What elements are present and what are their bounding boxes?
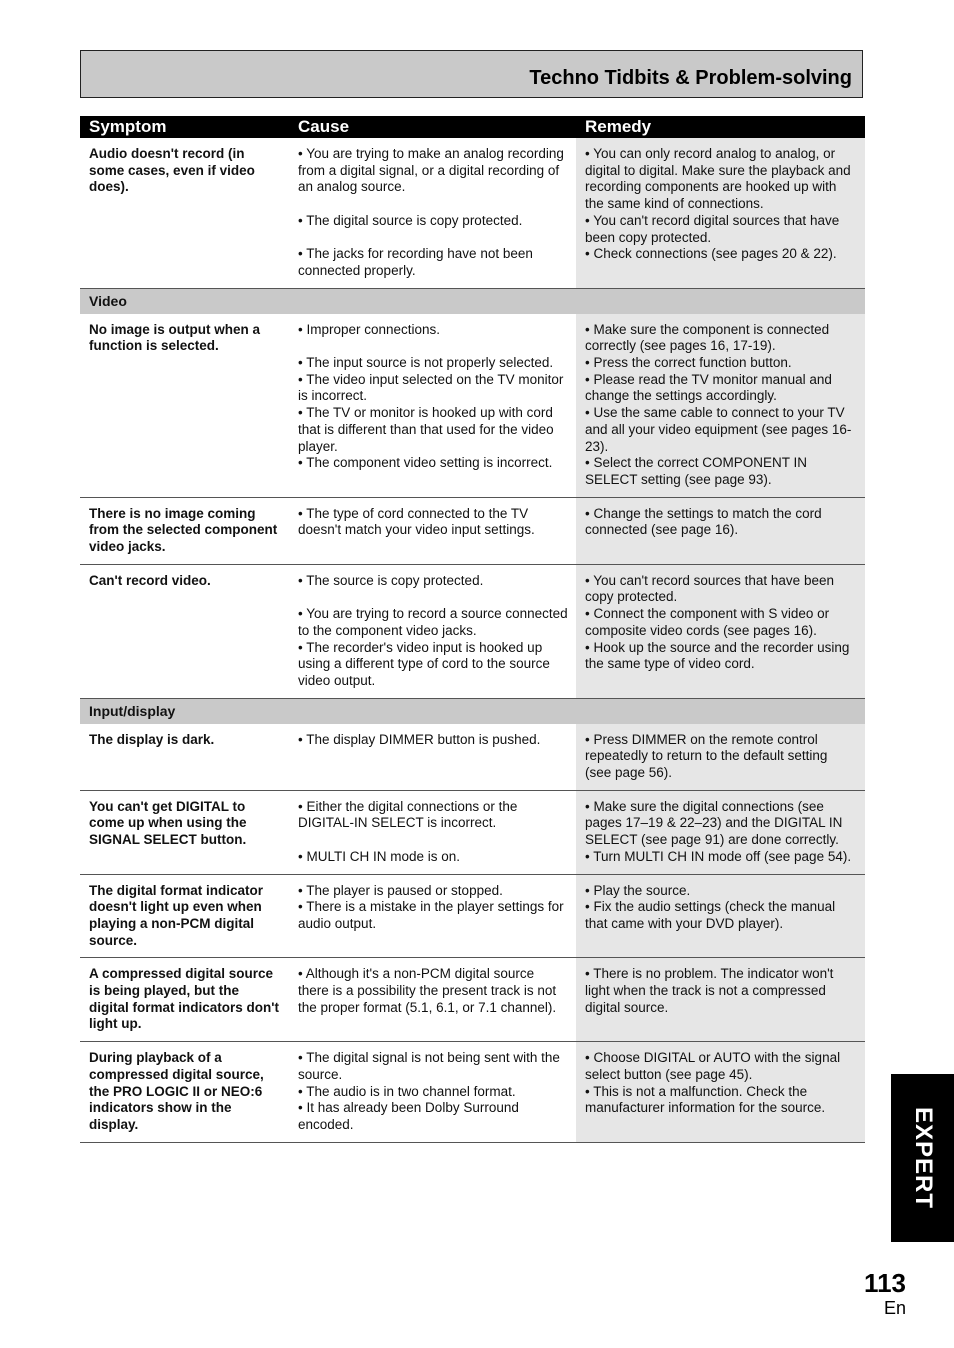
table-row xyxy=(80,314,865,498)
cause-cell xyxy=(289,874,576,958)
column-header-remedy: Remedy xyxy=(576,116,865,138)
table-row xyxy=(80,958,865,1042)
remedy-item: • Play the source. xyxy=(585,882,691,898)
page-number: 113 xyxy=(864,1268,906,1298)
remedy-item: • Hook up the source and the recorder using the same type of video cord. xyxy=(585,639,850,672)
remedy-item: • You can't record sources that have been copy protected. xyxy=(585,572,834,605)
cause-item: • The TV or monitor is hooked up with cord that is different than that used for the video player. xyxy=(298,405,554,454)
section-row xyxy=(80,288,865,314)
symptom-cell: You can't get DIGITAL to come up when using the SIGNAL SELECT button. xyxy=(80,790,289,874)
remedy-item: • Press the correct function button. xyxy=(585,355,792,370)
symptom-cell: The digital format indicator doesn't light up even when playing a non-PCM digital source. xyxy=(80,874,289,958)
cause-cell xyxy=(289,497,576,564)
cause-item: • Improper connections. xyxy=(298,321,441,337)
remedy-cell xyxy=(576,564,865,698)
spacer xyxy=(298,832,568,849)
cause-item: • The type of cord connected to the TV doesn't match your video input settings. xyxy=(298,505,535,538)
remedy-item: • Please read the TV monitor manual and change the settings accordingly. xyxy=(585,371,832,404)
section-row xyxy=(80,698,865,724)
cause-item: • The source is copy protected. xyxy=(298,572,484,588)
remedy-cell xyxy=(576,958,865,1042)
remedy-item: • Select the correct COMPONENT IN SELECT setting (see page 93). xyxy=(585,455,808,487)
cause-cell xyxy=(289,1042,576,1143)
symptom-cell: There is no image coming from the selected component video jacks. xyxy=(80,497,289,564)
remedy-item: • Check connections (see pages 20 & 22). xyxy=(585,246,837,262)
remedy-item: • Press DIMMER on the remote control repeatedly to return to the default setting (see page 56). xyxy=(585,731,828,781)
cause-item: • The audio is in two channel format. xyxy=(298,1083,516,1099)
cause-item: • The recorder's video input is hooked up using a different type of cord to the source video output. xyxy=(298,639,550,688)
troubleshooting-table xyxy=(80,116,865,1143)
remedy-cell xyxy=(576,497,865,564)
cause-item: • The component video setting is incorrect. xyxy=(298,455,553,471)
remedy-item: • This is not a malfunction. Check the manufacturer information for the source. xyxy=(585,1083,826,1116)
table-row xyxy=(80,564,865,698)
symptom-cell: Audio doesn't record (in some cases, even if video does). xyxy=(80,138,289,288)
table-body xyxy=(80,138,865,1142)
table-row xyxy=(80,724,865,791)
cause-item: • The video input selected on the TV monitor is incorrect. xyxy=(298,371,564,404)
cause-item: • There is a mistake in the player settings for audio output. xyxy=(298,899,564,931)
remedy-item: • Make sure the digital connections (see pages 17–19 & 22–23) and the DIGITAL IN SELECT (see page 91) are done correctly. xyxy=(585,798,843,848)
remedy-cell xyxy=(576,874,865,958)
remedy-item: • Make sure the component is connected correctly (see pages 16, 17-19). xyxy=(585,321,830,354)
column-header-cause: Cause xyxy=(289,116,576,138)
cause-cell xyxy=(289,314,576,498)
spacer xyxy=(298,230,568,247)
symptom-cell: A compressed digital source is being played, but the digital format indicators don't light up. xyxy=(80,958,289,1042)
cause-cell xyxy=(289,958,576,1042)
symptom-cell: No image is output when a function is selected. xyxy=(80,314,289,498)
remedy-cell xyxy=(576,1042,865,1143)
table-header-row xyxy=(80,116,865,138)
cause-item: • Although it's a non-PCM digital source there is a possibility the present track is not the proper format (5.1, 6.1, or 7.1 channel). xyxy=(298,966,557,1015)
section-header xyxy=(80,50,863,98)
cause-cell xyxy=(289,724,576,791)
remedy-cell xyxy=(576,138,865,288)
remedy-item: • Fix the audio settings (check the manual that came with your DVD player). xyxy=(585,899,836,931)
table-row xyxy=(80,874,865,958)
cause-cell xyxy=(289,564,576,698)
table-row xyxy=(80,138,865,288)
cause-item: • It has already been Dolby Surround encoded. xyxy=(298,1100,519,1132)
remedy-item: • Turn MULTI CH IN mode off (see page 54). xyxy=(585,848,852,864)
cause-item: • The input source is not properly selected. xyxy=(298,354,554,370)
symptom-cell: During playback of a compressed digital source, the PRO LOGIC II or NEO:6 indicators show in the display. xyxy=(80,1042,289,1143)
cause-item: • MULTI CH IN mode is on. xyxy=(298,848,461,864)
cause-item: • You are trying to record a source connected to the component video jacks. xyxy=(298,606,568,638)
cause-cell xyxy=(289,138,576,288)
spacer xyxy=(298,338,568,355)
cause-item: • You are trying to make an analog recording from a digital signal, or a digital recording of an analog source. xyxy=(298,146,564,195)
remedy-item: • You can only record analog to analog, or digital to digital. Make sure the playback and recording components are hooked up with the same kind of connections. xyxy=(585,146,851,212)
remedy-item: • Choose DIGITAL or AUTO with the signal select button (see page 45). xyxy=(585,1050,841,1082)
remedy-cell xyxy=(576,314,865,498)
cause-cell xyxy=(289,790,576,874)
table-row xyxy=(80,1042,865,1143)
table-row xyxy=(80,497,865,564)
cause-item: • Either the digital connections or the DIGITAL-IN SELECT is incorrect. xyxy=(298,798,518,831)
remedy-item: • Use the same cable to connect to your TV and all your video equipment (see pages 16-23). xyxy=(585,405,852,454)
remedy-cell xyxy=(576,724,865,791)
symptom-cell: The display is dark. xyxy=(80,724,289,791)
cause-item: • The digital signal is not being sent with the source. xyxy=(298,1050,560,1082)
symptom-cell: Can't record video. xyxy=(80,564,289,698)
column-header-symptom: Symptom xyxy=(80,116,289,138)
cause-item: • The display DIMMER button is pushed. xyxy=(298,731,541,747)
cause-item: • The digital source is copy protected. xyxy=(298,212,523,228)
page-language: En xyxy=(883,1298,906,1318)
remedy-item: • You can't record digital sources that have been copy protected. xyxy=(585,212,840,245)
section-title: Techno Tidbits & Problem-solving xyxy=(529,67,852,89)
table-row xyxy=(80,790,865,874)
cause-item: • The jacks for recording have not been connected properly. xyxy=(298,246,533,278)
side-tab-label: EXPERT xyxy=(909,1106,937,1210)
remedy-item: • Connect the component with S video or composite video cords (see pages 16). xyxy=(585,606,830,638)
section-label: Input/display xyxy=(80,698,865,724)
spacer xyxy=(298,196,568,213)
section-label: Video xyxy=(80,288,865,314)
remedy-item: • There is no problem. The indicator won't light when the track is not a compressed digital source. xyxy=(585,966,834,1015)
spacer xyxy=(298,589,568,606)
remedy-cell xyxy=(576,790,865,874)
remedy-item: • Change the settings to match the cord connected (see page 16). xyxy=(585,505,822,538)
side-tab xyxy=(891,1074,954,1242)
cause-item: • The player is paused or stopped. xyxy=(298,882,503,898)
